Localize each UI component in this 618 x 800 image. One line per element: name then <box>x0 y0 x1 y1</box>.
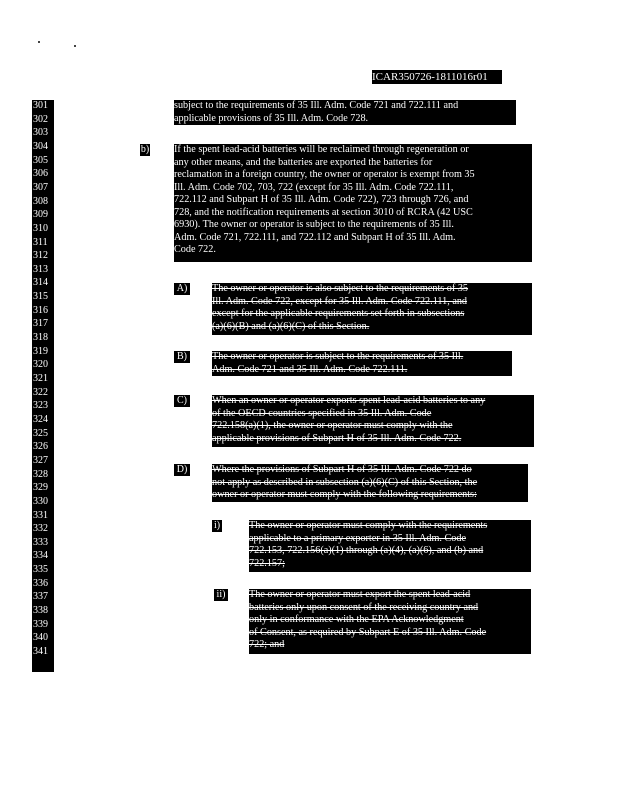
line-number: 320 <box>33 359 48 371</box>
scan-speck <box>38 41 40 43</box>
line-number: 334 <box>33 550 48 562</box>
line-number: 307 <box>33 181 48 193</box>
line-number: 337 <box>33 591 48 603</box>
line-number: 311 <box>33 236 48 248</box>
text-line: batteries only upon consent of the receiving country and <box>249 601 479 613</box>
text-line: If the spent lead-acid batteries will be reclaimed through regeneration or <box>174 144 469 155</box>
item-i <box>249 520 531 572</box>
line-number-column <box>32 100 54 672</box>
text-line: 722.153, 722.156(a)(1) through (a)(4), (a)(6), and (b) and <box>249 545 484 556</box>
subsection-d-label: D) <box>174 464 190 476</box>
text-line: applicable provisions of Subpart H of 35 Ill. Adm. Code 722. <box>212 432 462 444</box>
line-number: 341 <box>33 646 48 657</box>
text-line: 722.158(a)(1), the owner or operator must comply with the <box>212 420 453 431</box>
scan-speck <box>74 45 76 47</box>
text-line: Adm. Code 721 and 35 Ill. Adm. Code 722.111. <box>212 363 408 375</box>
subsection-a <box>212 283 532 335</box>
line-number: 336 <box>33 577 48 589</box>
line-number: 306 <box>33 168 48 180</box>
line-number: 317 <box>33 318 48 330</box>
text-line: except for the applicable requirements set forth in subsections <box>212 308 465 319</box>
text-line: not apply as described in subsection (a)(6)(C) of this Section, the <box>212 476 478 488</box>
text-line: owner or operator must comply with the following requirements: <box>212 489 477 500</box>
line-number: 330 <box>33 495 48 507</box>
line-number: 340 <box>33 632 48 644</box>
line-number: 309 <box>33 209 48 221</box>
paragraph-b-label: b) <box>140 144 150 155</box>
text-line: Ill. Adm. Code 722, except for 35 Ill. Adm. Code 722.111, and <box>212 295 468 307</box>
item-ii-label: ii) <box>214 589 228 601</box>
line-number: 302 <box>33 113 48 125</box>
line-number: 308 <box>33 195 48 207</box>
text-line: Adm. Code 721, 722.111, and 722.112 and Subpart H of 35 Ill. Adm. <box>174 231 456 243</box>
line-number: 318 <box>33 332 48 344</box>
text-line: subject to the requirements of 35 Ill. Adm. Code 721 and 722.111 and <box>174 100 459 111</box>
line-number: 326 <box>33 441 48 453</box>
text-line: any other means, and the batteries are exported the batteries for <box>174 156 433 168</box>
line-number: 335 <box>33 564 48 576</box>
line-number: 319 <box>33 345 48 357</box>
subsection-b-label: B) <box>174 351 190 363</box>
text-line: of the OECD countries specified in 35 Ill. Adm. Code <box>212 407 432 419</box>
text-line: applicable to a primary exporter in 35 Ill. Adm. Code <box>249 532 466 544</box>
text-line: reclamation in a foreign country, the owner or operator is exempt from 35 <box>174 169 475 180</box>
line-number: 327 <box>33 454 48 466</box>
text-line: 6930). The owner or operator is subject to the requirements of 35 Ill. <box>174 219 454 230</box>
text-line: The owner or operator must export the spent lead-acid <box>249 589 471 600</box>
line-number: 328 <box>33 468 48 480</box>
paragraph-b <box>174 144 532 262</box>
text-line: The owner or operator is subject to the requirements of 35 Ill. <box>212 351 464 362</box>
subsection-b <box>212 351 512 376</box>
line-number: 329 <box>33 482 48 494</box>
text-line: Code 722. <box>174 244 216 255</box>
line-number: 312 <box>33 250 48 262</box>
line-number: 339 <box>33 618 48 630</box>
text-line: 722; and <box>249 639 285 650</box>
text-line: The owner or operator must comply with the requirements <box>249 520 488 531</box>
line-number: 332 <box>33 523 48 535</box>
text-line: (a)(6)(B) and (a)(6)(C) of this Section. <box>212 320 370 332</box>
line-number: 304 <box>33 140 48 152</box>
text-line: The owner or operator is also subject to the requirements of 35 <box>212 283 469 294</box>
line-number: 314 <box>33 277 48 289</box>
text-line: applicable provisions of 35 Ill. Adm. Code 728. <box>174 112 369 124</box>
text-line: Where the provisions of Subpart H of 35 Ill. Adm. Code 722 do <box>212 464 472 475</box>
subsection-c <box>212 395 534 447</box>
line-number: 310 <box>33 222 48 234</box>
line-number: 303 <box>33 127 48 139</box>
text-line: 728, and the notification requirements at section 3010 of RCRA (42 USC <box>174 206 473 218</box>
item-i-label: i) <box>213 520 221 531</box>
line-number: 301 <box>33 100 48 111</box>
text-line: When an owner or operator exports spent lead-acid batteries to any <box>212 395 486 406</box>
item-ii <box>249 589 531 654</box>
line-number: 315 <box>33 291 48 303</box>
text-line: of Consent, as required by Subpart E of 35 Ill. Adm. Code <box>249 626 487 638</box>
line-number: 333 <box>33 536 48 548</box>
line-number: 324 <box>33 413 48 425</box>
text-line: 722.157; <box>249 557 285 569</box>
text-line: only in conformance with the EPA Acknowledgment <box>249 614 464 625</box>
line-number: 325 <box>33 427 48 439</box>
document-id: ICAR350726-1811016r01 <box>372 70 502 84</box>
line-number: 313 <box>33 263 48 275</box>
line-number: 322 <box>33 386 48 398</box>
text-line: Ill. Adm. Code 702, 703, 722 (except for 35 Ill. Adm. Code 722.111, <box>174 181 454 193</box>
line-number: 331 <box>33 509 48 521</box>
paragraph-a-continuation <box>174 100 516 125</box>
text-line: 722.112 and Subpart H of 35 Ill. Adm. Code 722), 723 through 726, and <box>174 194 469 205</box>
subsection-d <box>212 464 528 502</box>
line-number: 323 <box>33 400 48 412</box>
line-number: 305 <box>33 154 48 166</box>
subsection-c-label: C) <box>174 395 190 407</box>
line-number: 321 <box>33 373 48 384</box>
line-number: 338 <box>33 605 48 617</box>
line-number: 316 <box>33 304 48 316</box>
subsection-a-label: A) <box>174 283 190 295</box>
